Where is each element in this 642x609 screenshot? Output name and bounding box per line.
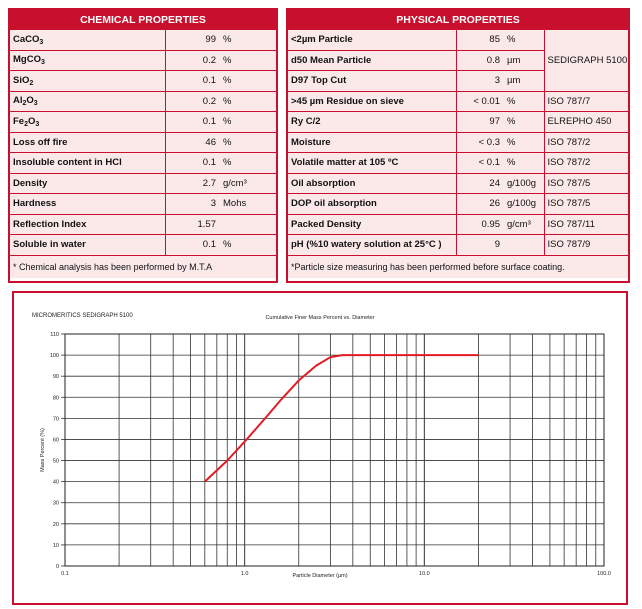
property-name: Moisture <box>288 132 456 153</box>
x-tick-label: 100.0 <box>597 571 611 577</box>
y-tick-label: 40 <box>52 479 59 486</box>
property-name <box>10 71 165 92</box>
test-method: ISO 787/2 <box>544 153 628 174</box>
property-name <box>10 30 165 50</box>
particle-size-chart-panel <box>12 291 628 605</box>
property-name <box>10 91 165 112</box>
chemical-row <box>10 71 276 92</box>
property-value: 0.2 <box>165 50 220 71</box>
property-name-text: Fe <box>13 115 25 127</box>
x-tick-label: 1.0 <box>240 571 249 577</box>
physical-row <box>288 235 628 256</box>
y-tick-label: 30 <box>52 500 59 507</box>
property-name-text: Density <box>13 177 48 189</box>
subscript: 3 <box>33 100 38 108</box>
property-value: 0.95 <box>456 214 504 235</box>
property-name: DOP oil absorption <box>288 194 456 215</box>
chemical-row <box>10 235 276 256</box>
property-name <box>10 235 165 256</box>
test-method: ISO 787/9 <box>544 235 628 256</box>
chemical-note-row <box>10 255 276 278</box>
chemical-row <box>10 132 276 153</box>
chemical-row <box>10 112 276 133</box>
property-name: d50 Mean Particle <box>288 50 456 71</box>
property-name <box>10 173 165 194</box>
property-unit: % <box>504 153 544 174</box>
property-value: 0.1 <box>165 235 220 256</box>
property-name-text: O <box>26 95 34 107</box>
chart-title: Cumulative Finer Mass Percent vs. Diameter <box>265 315 375 321</box>
property-value: < 0.3 <box>456 132 504 153</box>
property-name <box>10 50 165 71</box>
physical-row <box>288 214 628 235</box>
y-tick-label: 110 <box>50 332 59 338</box>
property-unit: % <box>220 235 276 256</box>
property-value: 2.7 <box>165 173 220 194</box>
particle-size-chart <box>14 293 626 603</box>
property-value: 0.1 <box>165 112 220 133</box>
subscript: 3 <box>39 38 44 46</box>
property-value: < 0.1 <box>456 153 504 174</box>
test-method: ELREPHO 450 <box>544 112 628 133</box>
property-unit: % <box>220 112 276 133</box>
property-name-text: Loss off fire <box>13 136 68 148</box>
property-name-text: CaCO <box>13 33 40 45</box>
subscript: 2 <box>29 79 34 87</box>
property-unit: g/100g <box>504 173 544 194</box>
y-tick-label: 10 <box>52 542 59 549</box>
property-value: 1.57 <box>165 214 220 235</box>
property-value: 0.2 <box>165 91 220 112</box>
chemical-properties-panel <box>8 8 278 283</box>
property-value: 0.1 <box>165 153 220 174</box>
physical-footnote: *Particle size measuring has been performed before surface coating. <box>288 255 628 278</box>
property-name: Volatile matter at 105 ºC <box>288 153 456 174</box>
physical-row <box>288 112 628 133</box>
chemical-row <box>10 30 276 50</box>
y-tick-label: 50 <box>52 458 59 465</box>
test-method: ISO 787/2 <box>544 132 628 153</box>
property-unit: µm <box>504 50 544 71</box>
y-axis-label: Mass Percent (%) <box>40 428 46 472</box>
property-unit: % <box>220 50 276 71</box>
plot-area-frame <box>65 334 604 566</box>
property-unit: g/cm³ <box>220 173 276 194</box>
property-name-text: Insoluble content in HCl <box>13 157 122 169</box>
test-method: SEDIGRAPH 5100 <box>544 30 628 91</box>
property-name <box>10 194 165 215</box>
physical-row <box>288 91 628 112</box>
property-name-text: Al <box>13 95 23 107</box>
test-method: ISO 787/5 <box>544 194 628 215</box>
property-name-text: Soluble in water <box>13 239 86 251</box>
chemical-row <box>10 50 276 71</box>
physical-row <box>288 194 628 215</box>
property-value: 0.8 <box>456 50 504 71</box>
physical-properties-panel <box>286 8 630 283</box>
physical-properties-header: PHYSICAL PROPERTIES <box>288 10 628 30</box>
property-name-text: MgCO <box>13 54 41 66</box>
chemical-row <box>10 173 276 194</box>
property-name <box>10 112 165 133</box>
physical-row <box>288 132 628 153</box>
property-value: 9 <box>456 235 504 256</box>
property-value: 99 <box>165 30 220 50</box>
physical-note-row <box>288 255 628 278</box>
property-unit <box>504 235 544 256</box>
property-value: 46 <box>165 132 220 153</box>
property-unit: % <box>220 153 276 174</box>
physical-row <box>288 173 628 194</box>
property-name-text: SiO <box>13 74 30 86</box>
y-tick-label: 20 <box>52 521 59 528</box>
property-value: 0.1 <box>165 71 220 92</box>
y-tick-label: 80 <box>52 395 59 402</box>
property-unit: % <box>504 112 544 133</box>
property-name: Packed Density <box>288 214 456 235</box>
x-tick-label: 10.0 <box>418 571 430 577</box>
property-unit: g/100g <box>504 194 544 215</box>
chemical-row <box>10 153 276 174</box>
property-name <box>10 132 165 153</box>
test-method: ISO 787/11 <box>544 214 628 235</box>
property-name: >45 µm Residue on sieve <box>288 91 456 112</box>
instrument-label: MICROMERITICS SEDIGRAPH 5100 <box>32 313 133 319</box>
property-name: D97 Top Cut <box>288 71 456 92</box>
property-value: 3 <box>456 71 504 92</box>
property-name-text: O <box>28 115 36 127</box>
test-method: ISO 787/7 <box>544 91 628 112</box>
y-tick-label: 60 <box>52 437 59 444</box>
chemical-row <box>10 214 276 235</box>
property-value: 97 <box>456 112 504 133</box>
test-method: ISO 787/5 <box>544 173 628 194</box>
subscript: 2 <box>22 100 27 108</box>
property-name: <2µm Particle <box>288 30 456 50</box>
property-unit: % <box>220 30 276 50</box>
property-unit: % <box>220 71 276 92</box>
physical-properties-table <box>288 10 628 278</box>
property-unit: % <box>220 132 276 153</box>
property-name-text: Hardness <box>13 198 57 210</box>
chemical-row <box>10 194 276 215</box>
property-unit: Mohs <box>220 194 276 215</box>
property-value: 3 <box>165 194 220 215</box>
property-unit <box>220 214 276 235</box>
property-name: Oil absorption <box>288 173 456 194</box>
property-name-text: Reflection Index <box>13 218 87 230</box>
property-value: 26 <box>456 194 504 215</box>
physical-row <box>288 153 628 174</box>
property-unit: % <box>220 91 276 112</box>
subscript: 3 <box>40 59 45 67</box>
property-unit: % <box>504 132 544 153</box>
chemical-row <box>10 91 276 112</box>
property-name: pH (%10 watery solution at 25°C ) <box>288 235 456 256</box>
y-tick-label: 70 <box>52 416 59 423</box>
y-tick-label: 0 <box>55 564 59 570</box>
property-unit: g/cm³ <box>504 214 544 235</box>
x-tick-label: 0.1 <box>61 571 69 577</box>
property-name <box>10 153 165 174</box>
subscript: 3 <box>35 120 40 128</box>
property-unit: % <box>504 91 544 112</box>
y-tick-label: 90 <box>52 374 59 381</box>
property-name <box>10 214 165 235</box>
property-value: 85 <box>456 30 504 50</box>
property-unit: µm <box>504 71 544 92</box>
physical-row <box>288 30 628 50</box>
x-axis-label: Particle Diameter (µm) <box>292 573 348 579</box>
chemical-properties-header: CHEMICAL PROPERTIES <box>10 10 276 30</box>
property-value: 24 <box>456 173 504 194</box>
chemical-properties-table <box>10 10 276 278</box>
property-unit: % <box>504 30 544 50</box>
property-name: Ry C/2 <box>288 112 456 133</box>
y-tick-label: 100 <box>49 353 59 360</box>
chemical-footnote: * Chemical analysis has been performed by M.T.A <box>10 255 276 278</box>
property-value: < 0.01 <box>456 91 504 112</box>
subscript: 2 <box>24 120 28 128</box>
